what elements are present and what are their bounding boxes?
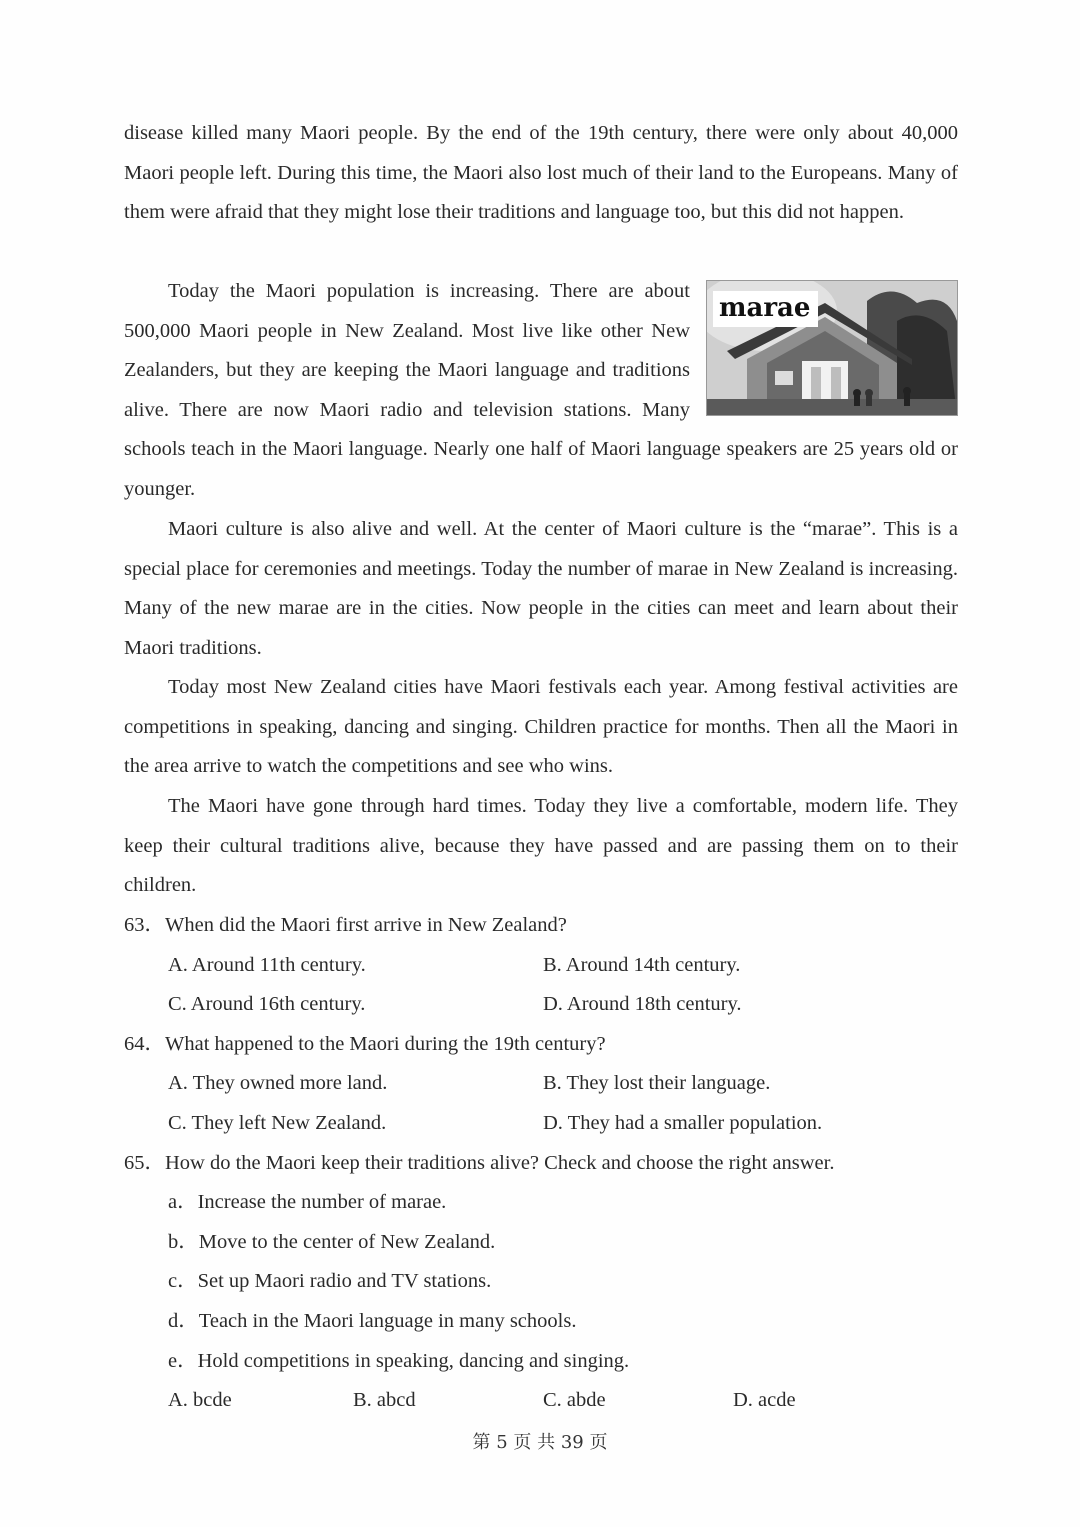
page-number-footer: 第 5 页 共 39 页 — [472, 1432, 608, 1453]
question-65-option-c[interactable]: C. abde — [543, 1389, 606, 1411]
marae-photo-wrap — [706, 280, 958, 430]
passage-paragraph-2: marae Today the Maori population is increasing. There are about 500,000 Maori people in New Zealand. Most live like other New Zealanders, but they are keeping the Maori language and traditions alive. There are now Maori radio and television stations. Many schools teach in the Maori language. Nearly one half of Maori language speakers are 25 years old or younger. — [124, 272, 958, 510]
question-65-stem: 65．How do the Maori keep their traditions alive? Check and choose the right answer. — [124, 1152, 835, 1174]
question-63-option-b[interactable]: B. Around 14th century. — [543, 954, 741, 976]
question-64-option-c[interactable]: C. They left New Zealand. — [168, 1112, 387, 1134]
passage-paragraph-3: Maori culture is also alive and well. At the center of Maori culture is the “marae”. This is a special place for ceremonies and meetings. Today the number of marae in New Zealand is increasing. Many of the new marae are in the cities. Now people in the cities can meet and learn about their Maori traditions. — [124, 518, 958, 659]
question-63-option-c[interactable]: C. Around 16th century. — [168, 993, 366, 1015]
question-64-stem: 64．What happened to the Maori during the 19th century? — [124, 1033, 606, 1055]
question-64-option-d[interactable]: D. They had a smaller population. — [543, 1112, 823, 1134]
question-64-option-a[interactable]: A. They owned more land. — [168, 1072, 388, 1094]
question-65-statement-d: d．Teach in the Maori language in many schools. — [168, 1310, 577, 1332]
question-64-option-b[interactable]: B. They lost their language. — [543, 1072, 771, 1094]
question-63-option-d[interactable]: D. Around 18th century. — [543, 993, 742, 1015]
passage-paragraph-1: disease killed many Maori people. By the end of the 19th century, there were only about 40,000 Maori people left. During this time, the Maori also lost much of their land to the Europeans. Many of them were afraid that they might lose their traditions and language too, but this did not happen. — [124, 122, 958, 224]
question-65-option-b[interactable]: B. abcd — [353, 1389, 416, 1411]
marae-photo-label: marae — [713, 291, 818, 327]
question-65-statement-c: c．Set up Maori radio and TV stations. — [168, 1270, 492, 1292]
question-65-statement-e: e．Hold competitions in speaking, dancing and singing. — [168, 1350, 630, 1372]
question-65-statement-a: a．Increase the number of marae. — [168, 1191, 447, 1213]
question-63-option-a[interactable]: A. Around 11th century. — [168, 954, 366, 976]
marae-photo — [706, 280, 958, 416]
question-65-statement-b: b．Move to the center of New Zealand. — [168, 1231, 496, 1253]
question-65-option-d[interactable]: D. acde — [733, 1389, 796, 1411]
passage-paragraph-5: The Maori have gone through hard times. Today they live a comfortable, modern life. They keep their cultural traditions alive, because they have passed and are passing them on to their children. — [124, 795, 958, 897]
question-65-option-a[interactable]: A. bcde — [168, 1389, 232, 1411]
question-63-stem: 63．When did the Maori first arrive in New Zealand? — [124, 914, 567, 936]
passage-paragraph-4: Today most New Zealand cities have Maori festivals each year. Among festival activities are competitions in speaking, dancing and singing. Children practice for months. Then all the Maori in the area arrive to watch the competitions and see who wins. — [124, 676, 958, 778]
